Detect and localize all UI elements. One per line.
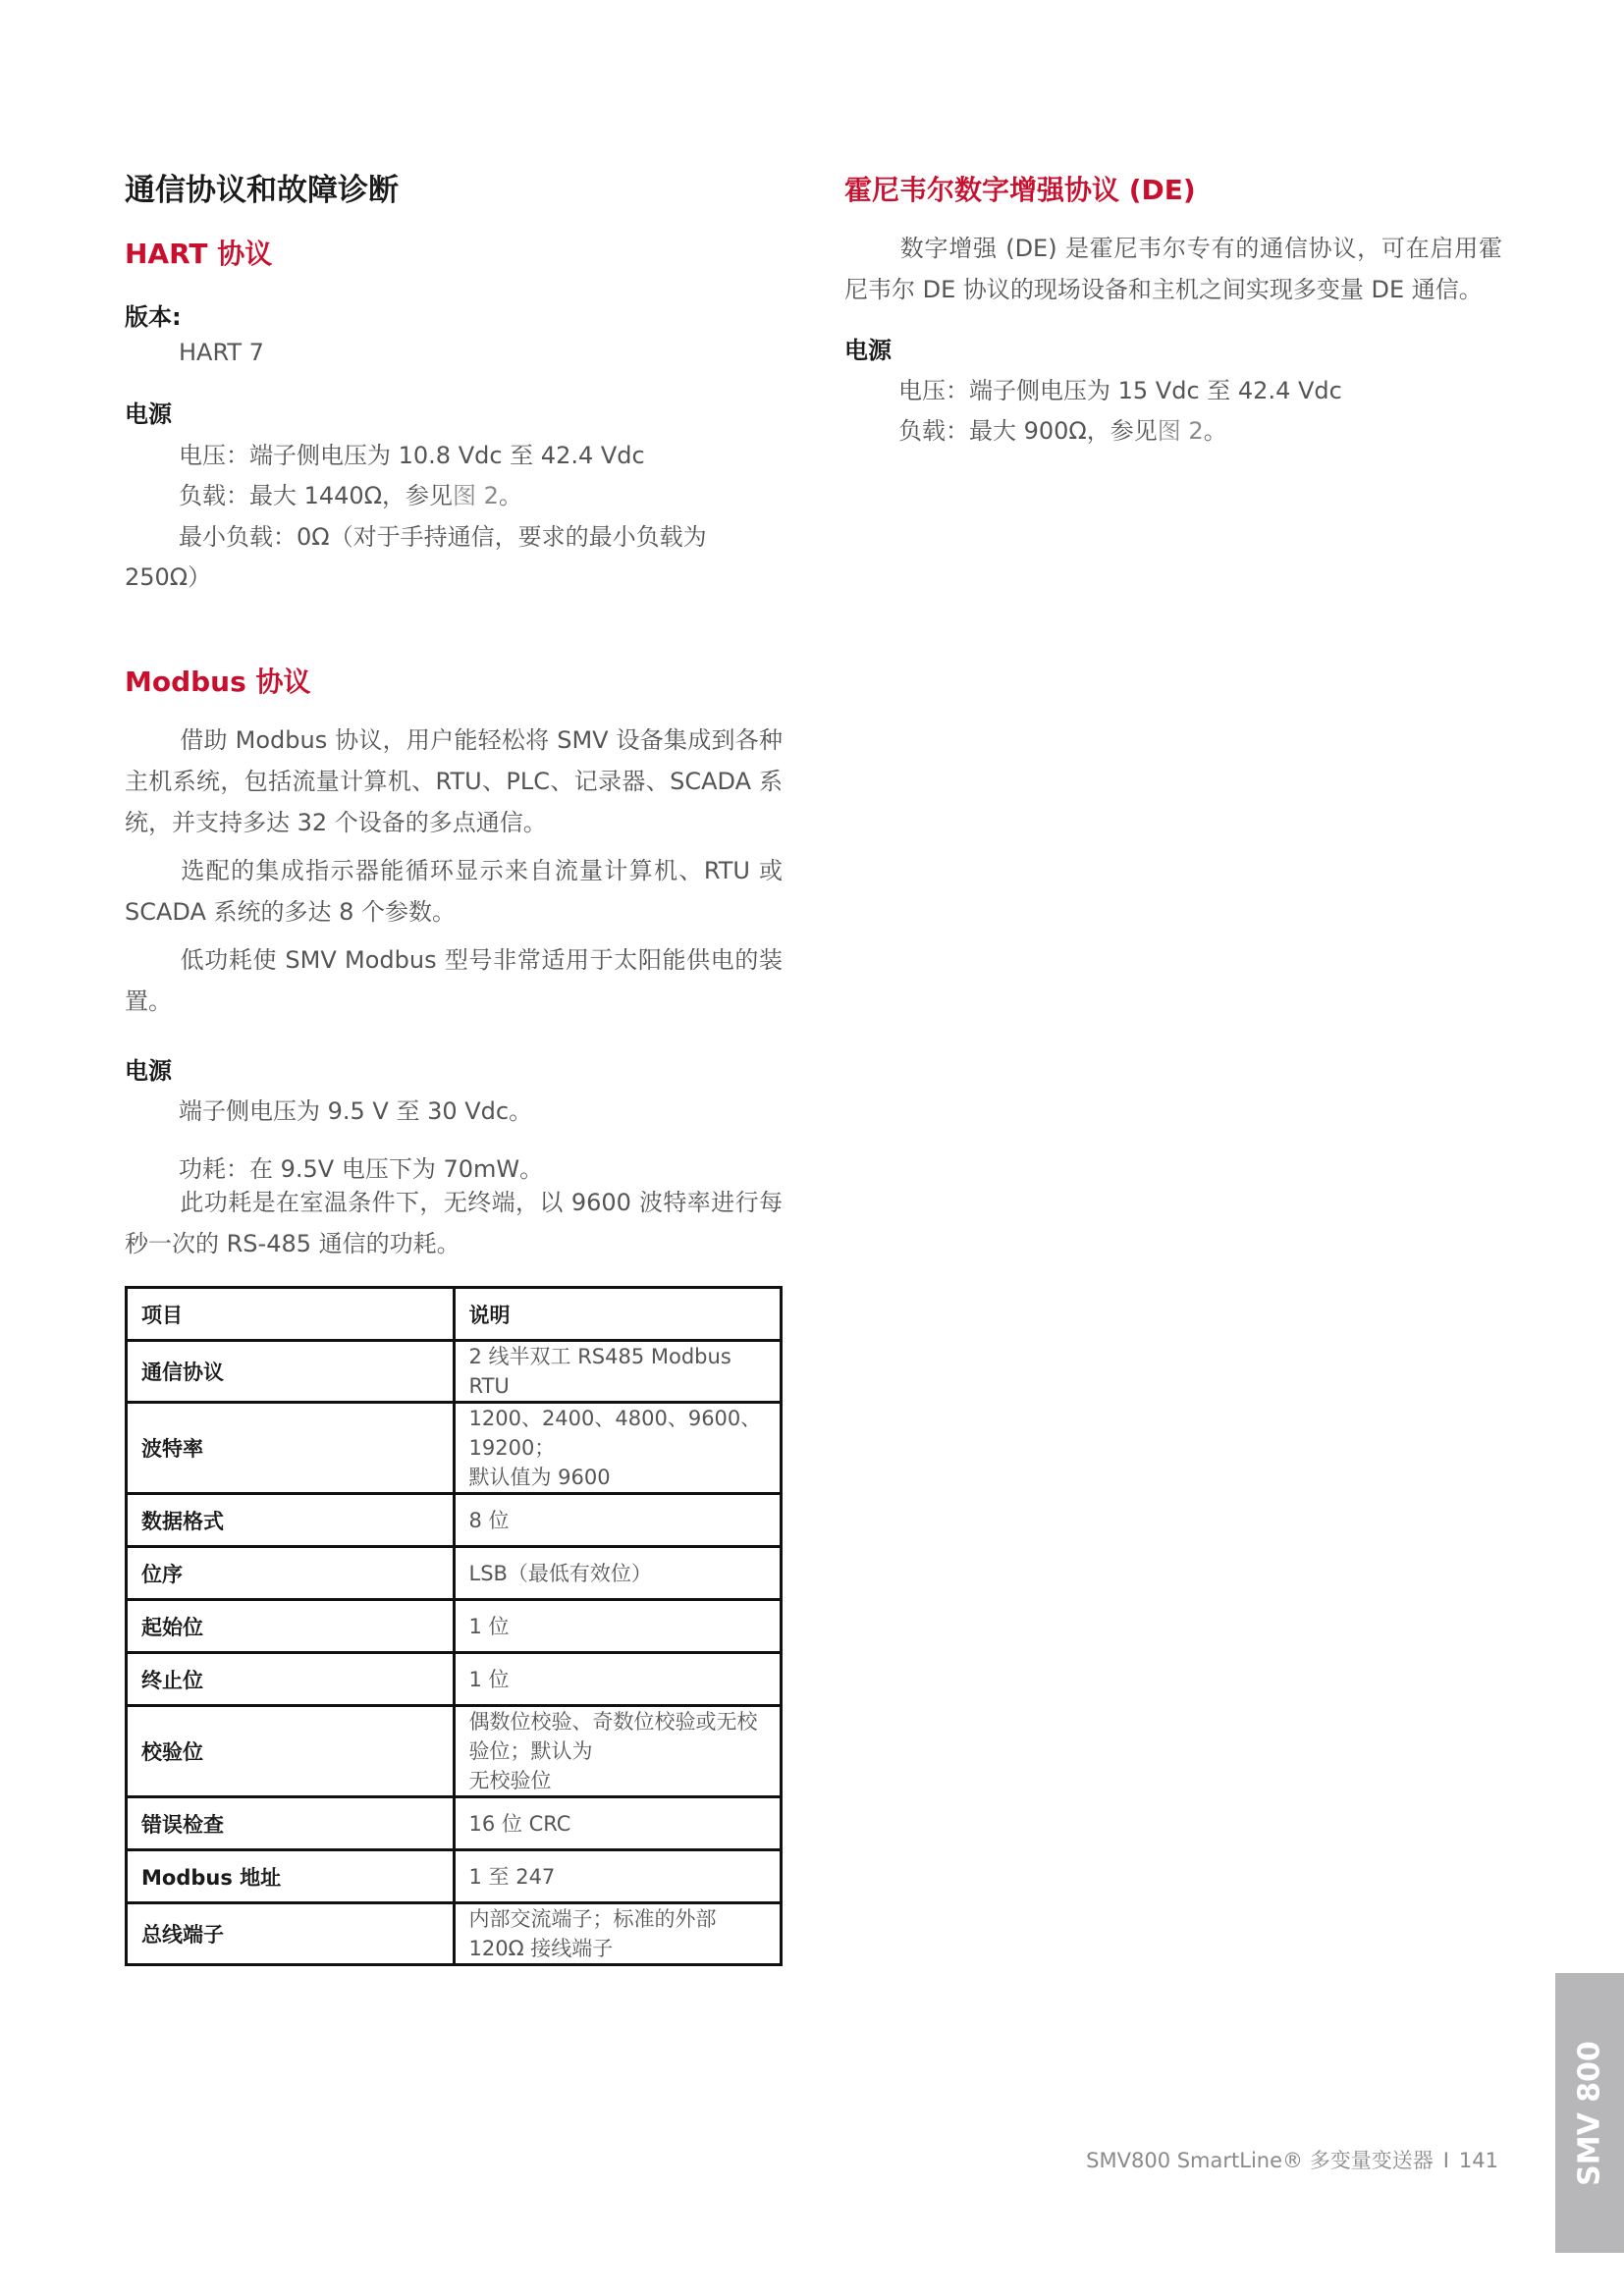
table-row (127, 1653, 782, 1706)
hart-voltage: 电压：端子侧电压为 10.8 Vdc 至 42.4 Vdc (179, 442, 645, 469)
table-cell-item: 波特率 (127, 1403, 455, 1494)
table-cell-item: 总线端子 (127, 1903, 455, 1965)
footer-title: SMV800 SmartLine® 多变量变送器 (1086, 2149, 1434, 2172)
side-tab (1555, 1973, 1624, 2253)
hart-figure-link[interactable]: 图 2 (453, 482, 499, 509)
table-cell-item: 位序 (127, 1547, 455, 1600)
table-row (127, 1706, 782, 1797)
table-row (127, 1850, 782, 1903)
hart-load-text: 负载：最大 1440Ω，参见 (179, 482, 454, 509)
table-cell-desc: 1 位 (454, 1600, 782, 1653)
hart-load-suffix: 。 (498, 482, 522, 509)
footer-separator: I (1442, 2149, 1449, 2172)
modbus-terminal-voltage: 端子侧电压为 9.5 V 至 30 Vdc。 (179, 1097, 533, 1125)
hart-load (179, 476, 522, 510)
table-cell-desc: 1200、2400、4800、9600、19200； 默认值为 9600 (454, 1403, 782, 1494)
table-cell-desc: 1 位 (454, 1653, 782, 1706)
modbus-heading: Modbus 协议 (125, 666, 311, 698)
hart-min-load-cont: 250Ω） (125, 563, 212, 591)
de-load (898, 411, 1227, 446)
hart-heading: HART 协议 (125, 238, 273, 270)
table-row (127, 1903, 782, 1965)
hart-power-label: 电源 (125, 400, 172, 428)
table-cell-item: 错误检查 (127, 1797, 455, 1850)
de-load-suffix: 。 (1203, 417, 1227, 445)
table-row (127, 1494, 782, 1547)
modbus-spec-table (125, 1286, 783, 1966)
table-header-row (127, 1288, 782, 1341)
de-figure-link[interactable]: 图 2 (1157, 417, 1204, 445)
table-cell-item: 通信协议 (127, 1341, 455, 1403)
table-cell-desc: 2 线半双工 RS485 Modbus RTU (454, 1341, 782, 1403)
modbus-paragraph-2: 选配的集成指示器能循环显示来自流量计算机、RTU 或 SCADA 系统的多达 8 个参数。 (125, 857, 783, 926)
table-cell-item: 终止位 (127, 1653, 455, 1706)
table-header-item: 项目 (127, 1288, 455, 1341)
table-row (127, 1403, 782, 1494)
page-footer (1086, 2145, 1498, 2174)
table-cell-desc: 内部交流端子；标准的外部 120Ω 接线端子 (454, 1903, 782, 1965)
table-row (127, 1547, 782, 1600)
modbus-power-consumption: 功耗：在 9.5V 电压下为 70mW。 (179, 1155, 544, 1183)
table-cell-item: 校验位 (127, 1706, 455, 1797)
modbus-power-note: 此功耗是在室温条件下，无终端，以 9600 波特率进行每秒一次的 RS-485 通信的功耗。 (125, 1189, 783, 1257)
table-cell-item: 起始位 (127, 1600, 455, 1653)
de-heading: 霍尼韦尔数字增强协议 (DE) (844, 174, 1196, 206)
de-paragraph: 数字增强 (DE) 是霍尼韦尔专有的通信协议，可在启用霍尼韦尔 DE 协议的现场设备和主机之间实现多变量 DE 通信。 (844, 235, 1502, 303)
hart-version-value: HART 7 (179, 339, 264, 366)
table-cell-desc: LSB（最低有效位） (454, 1547, 782, 1600)
modbus-paragraph-1: 借助 Modbus 协议，用户能轻松将 SMV 设备集成到各种主机系统，包括流量计算机、RTU、PLC、记录器、SCADA 系统，并支持多达 32 个设备的多点通信。 (125, 726, 783, 836)
section-title: 通信协议和故障诊断 (125, 173, 399, 208)
hart-min-load: 最小负载：0Ω（对于手持通信，要求的最小负载为 (179, 523, 707, 551)
table-header-desc: 说明 (454, 1288, 782, 1341)
hart-version-label: 版本: (125, 303, 182, 331)
table-cell-desc: 偶数位校验、奇数位校验或无校验位；默认为 无校验位 (454, 1706, 782, 1797)
table-row (127, 1341, 782, 1403)
modbus-power-label: 电源 (125, 1057, 172, 1085)
table-row (127, 1797, 782, 1850)
table-cell-desc: 1 至 247 (454, 1850, 782, 1903)
modbus-paragraph-3: 低功耗使 SMV Modbus 型号非常适用于太阳能供电的装置。 (125, 946, 783, 1015)
page-number: 141 (1458, 2149, 1498, 2172)
de-load-text: 负载：最大 900Ω，参见 (898, 417, 1158, 445)
table-cell-desc: 8 位 (454, 1494, 782, 1547)
side-tab-label: SMV 800 (1572, 2040, 1607, 2186)
table-cell-desc: 16 位 CRC (454, 1797, 782, 1850)
table-cell-item: 数据格式 (127, 1494, 455, 1547)
de-voltage: 电压：端子侧电压为 15 Vdc 至 42.4 Vdc (898, 377, 1342, 404)
table-row (127, 1600, 782, 1653)
table-cell-item: Modbus 地址 (127, 1850, 455, 1903)
de-power-label: 电源 (844, 337, 892, 364)
